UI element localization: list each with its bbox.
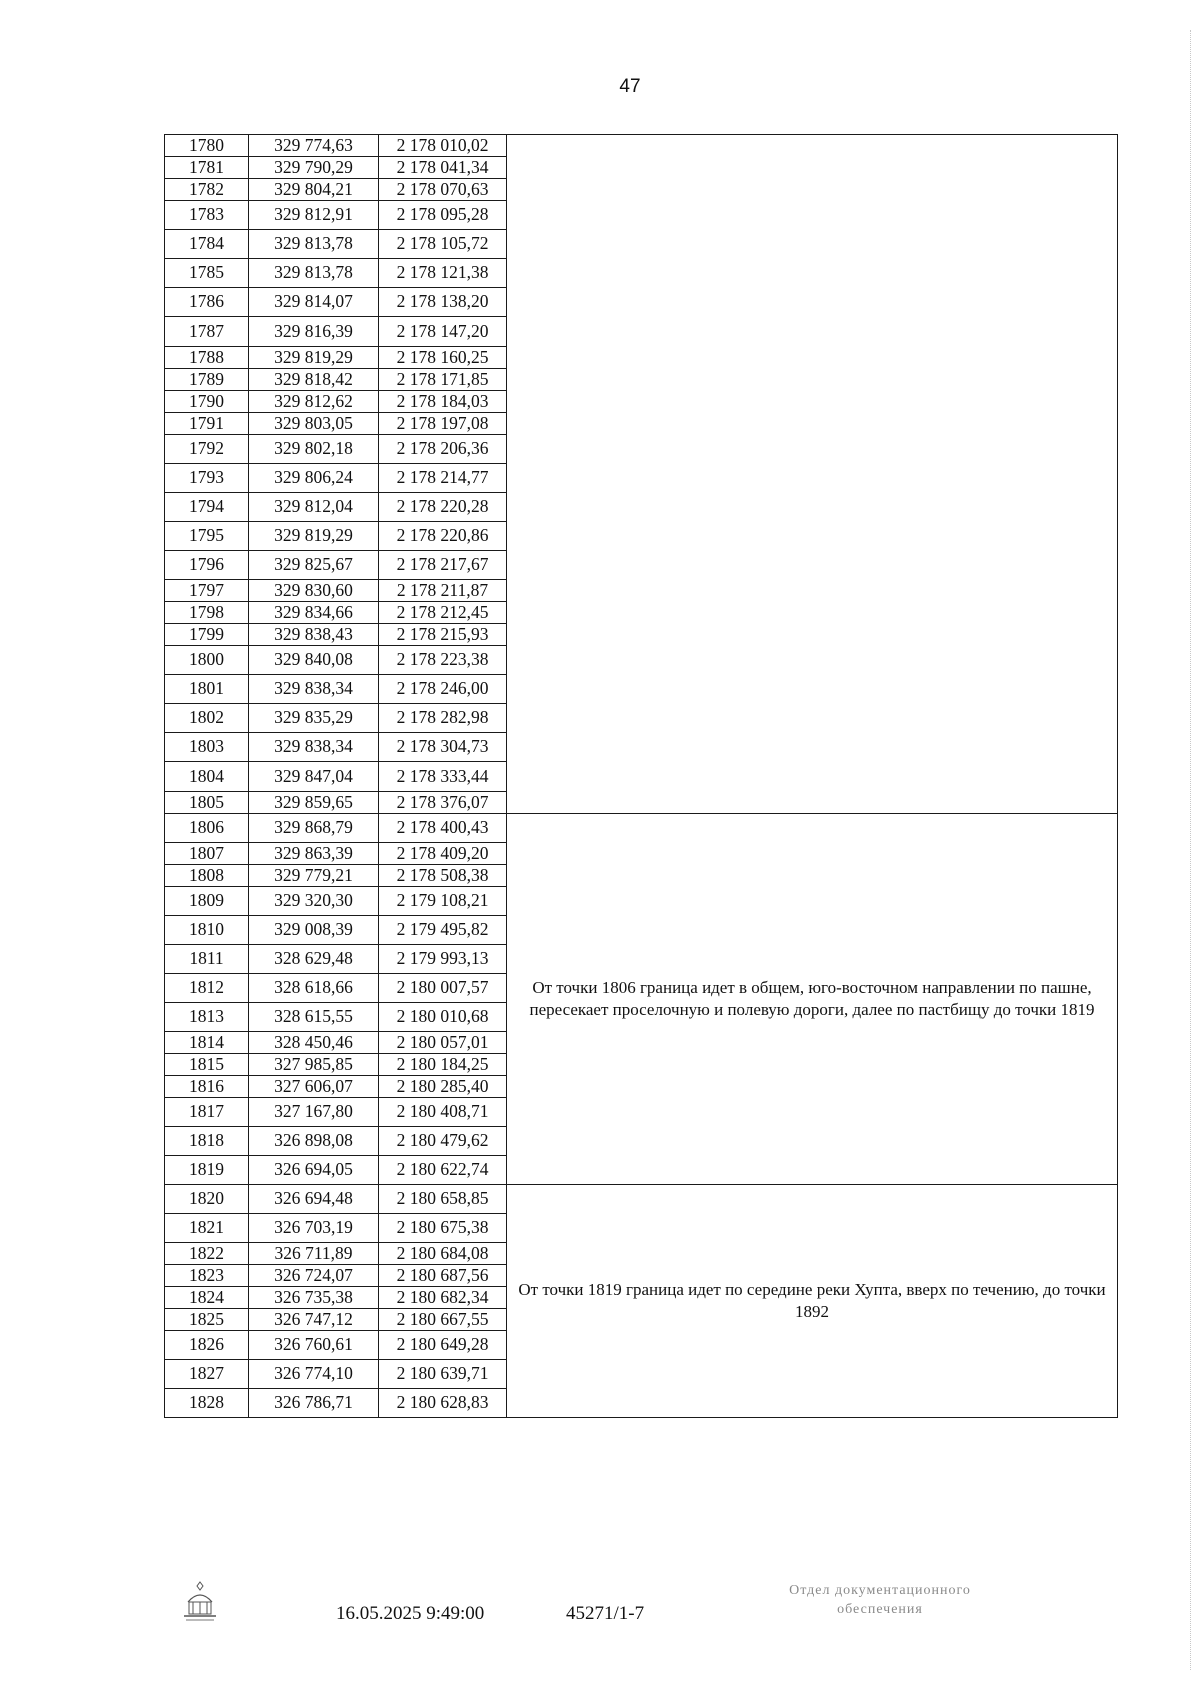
boundary-description-cell: От точки 1819 граница идет по середине реки Хупта, вверх по течению, до точки 1892 — [507, 1185, 1118, 1418]
y-coordinate-cell: 2 178 010,02 — [379, 135, 507, 157]
y-coordinate-cell: 2 178 184,03 — [379, 391, 507, 413]
point-number-cell: 1811 — [165, 945, 249, 974]
point-number-cell: 1804 — [165, 762, 249, 792]
x-coordinate-cell: 329 812,62 — [249, 391, 379, 413]
point-number-cell: 1828 — [165, 1389, 249, 1418]
y-coordinate-cell: 2 178 105,72 — [379, 230, 507, 259]
point-number-cell: 1817 — [165, 1098, 249, 1127]
x-coordinate-cell: 329 825,67 — [249, 551, 379, 580]
point-number-cell: 1826 — [165, 1331, 249, 1360]
x-coordinate-cell: 327 985,85 — [249, 1054, 379, 1076]
x-coordinate-cell: 329 320,30 — [249, 887, 379, 916]
x-coordinate-cell: 326 774,10 — [249, 1360, 379, 1389]
point-number-cell: 1812 — [165, 974, 249, 1003]
y-coordinate-cell: 2 178 508,38 — [379, 865, 507, 887]
point-number-cell: 1785 — [165, 259, 249, 288]
y-coordinate-cell: 2 178 220,86 — [379, 522, 507, 551]
x-coordinate-cell: 326 760,61 — [249, 1331, 379, 1360]
y-coordinate-cell: 2 178 282,98 — [379, 704, 507, 733]
point-number-cell: 1801 — [165, 675, 249, 704]
x-coordinate-cell: 329 863,39 — [249, 843, 379, 865]
x-coordinate-cell: 326 786,71 — [249, 1389, 379, 1418]
point-number-cell: 1799 — [165, 624, 249, 646]
x-coordinate-cell: 329 803,05 — [249, 413, 379, 435]
y-coordinate-cell: 2 178 121,38 — [379, 259, 507, 288]
point-number-cell: 1815 — [165, 1054, 249, 1076]
x-coordinate-cell: 329 838,34 — [249, 733, 379, 762]
x-coordinate-cell: 329 830,60 — [249, 580, 379, 602]
point-number-cell: 1819 — [165, 1156, 249, 1185]
y-coordinate-cell: 2 178 095,28 — [379, 201, 507, 230]
x-coordinate-cell: 329 774,63 — [249, 135, 379, 157]
y-coordinate-cell: 2 180 684,08 — [379, 1243, 507, 1265]
x-coordinate-cell: 327 606,07 — [249, 1076, 379, 1098]
x-coordinate-cell: 329 859,65 — [249, 792, 379, 814]
y-coordinate-cell: 2 178 070,63 — [379, 179, 507, 201]
point-number-cell: 1803 — [165, 733, 249, 762]
point-number-cell: 1788 — [165, 347, 249, 369]
x-coordinate-cell: 329 806,24 — [249, 464, 379, 493]
x-coordinate-cell: 329 819,29 — [249, 522, 379, 551]
y-coordinate-cell: 2 180 479,62 — [379, 1127, 507, 1156]
point-number-cell: 1783 — [165, 201, 249, 230]
point-number-cell: 1813 — [165, 1003, 249, 1032]
point-number-cell: 1807 — [165, 843, 249, 865]
stamp-line-1: Отдел документационного — [789, 1583, 971, 1598]
y-coordinate-cell: 2 178 147,20 — [379, 317, 507, 347]
footer-document-number: 45271/1-7 — [566, 1603, 645, 1624]
x-coordinate-cell: 329 802,18 — [249, 435, 379, 464]
point-number-cell: 1797 — [165, 580, 249, 602]
point-number-cell: 1789 — [165, 369, 249, 391]
y-coordinate-cell: 2 180 649,28 — [379, 1331, 507, 1360]
y-coordinate-cell: 2 180 010,68 — [379, 1003, 507, 1032]
x-coordinate-cell: 326 735,38 — [249, 1287, 379, 1309]
point-number-cell: 1822 — [165, 1243, 249, 1265]
point-number-cell: 1827 — [165, 1360, 249, 1389]
point-number-cell: 1809 — [165, 887, 249, 916]
point-number-cell: 1798 — [165, 602, 249, 624]
y-coordinate-cell: 2 178 214,77 — [379, 464, 507, 493]
y-coordinate-cell: 2 178 220,28 — [379, 493, 507, 522]
y-coordinate-cell: 2 178 212,45 — [379, 602, 507, 624]
y-coordinate-cell: 2 180 285,40 — [379, 1076, 507, 1098]
y-coordinate-cell: 2 178 217,67 — [379, 551, 507, 580]
x-coordinate-cell: 329 814,07 — [249, 288, 379, 317]
x-coordinate-cell: 329 819,29 — [249, 347, 379, 369]
point-number-cell: 1816 — [165, 1076, 249, 1098]
point-number-cell: 1814 — [165, 1032, 249, 1054]
y-coordinate-cell: 2 180 682,34 — [379, 1287, 507, 1309]
y-coordinate-cell: 2 178 215,93 — [379, 624, 507, 646]
x-coordinate-cell: 329 779,21 — [249, 865, 379, 887]
point-number-cell: 1823 — [165, 1265, 249, 1287]
x-coordinate-cell: 328 450,46 — [249, 1032, 379, 1054]
coordinates-table — [164, 134, 1118, 1418]
point-number-cell: 1808 — [165, 865, 249, 887]
table-row — [165, 814, 1118, 843]
point-number-cell: 1793 — [165, 464, 249, 493]
page-number: 47 — [619, 76, 641, 97]
x-coordinate-cell: 329 838,43 — [249, 624, 379, 646]
x-coordinate-cell: 329 008,39 — [249, 916, 379, 945]
y-coordinate-cell: 2 178 376,07 — [379, 792, 507, 814]
y-coordinate-cell: 2 180 628,83 — [379, 1389, 507, 1418]
y-coordinate-cell: 2 180 007,57 — [379, 974, 507, 1003]
point-number-cell: 1821 — [165, 1214, 249, 1243]
point-number-cell: 1780 — [165, 135, 249, 157]
table-row — [165, 1185, 1118, 1214]
x-coordinate-cell: 329 868,79 — [249, 814, 379, 843]
y-coordinate-cell: 2 178 041,34 — [379, 157, 507, 179]
point-number-cell: 1796 — [165, 551, 249, 580]
x-coordinate-cell: 328 629,48 — [249, 945, 379, 974]
y-coordinate-cell: 2 179 108,21 — [379, 887, 507, 916]
y-coordinate-cell: 2 180 667,55 — [379, 1309, 507, 1331]
point-number-cell: 1824 — [165, 1287, 249, 1309]
x-coordinate-cell: 329 813,78 — [249, 230, 379, 259]
table-row — [165, 135, 1118, 157]
y-coordinate-cell: 2 180 658,85 — [379, 1185, 507, 1214]
y-coordinate-cell: 2 178 223,38 — [379, 646, 507, 675]
y-coordinate-cell: 2 178 333,44 — [379, 762, 507, 792]
y-coordinate-cell: 2 180 675,38 — [379, 1214, 507, 1243]
point-number-cell: 1791 — [165, 413, 249, 435]
point-number-cell: 1806 — [165, 814, 249, 843]
point-number-cell: 1792 — [165, 435, 249, 464]
boundary-description-cell: От точки 1806 граница идет в общем, юго-восточном направлении по пашне, пересекает проселочную и полевую дороги, далее по пастбищу до точки 1819 — [507, 814, 1118, 1185]
y-coordinate-cell: 2 178 409,20 — [379, 843, 507, 865]
y-coordinate-cell: 2 180 639,71 — [379, 1360, 507, 1389]
x-coordinate-cell: 329 840,08 — [249, 646, 379, 675]
y-coordinate-cell: 2 180 687,56 — [379, 1265, 507, 1287]
x-coordinate-cell: 328 615,55 — [249, 1003, 379, 1032]
y-coordinate-cell: 2 178 171,85 — [379, 369, 507, 391]
point-number-cell: 1795 — [165, 522, 249, 551]
x-coordinate-cell: 326 898,08 — [249, 1127, 379, 1156]
point-number-cell: 1790 — [165, 391, 249, 413]
x-coordinate-cell: 329 818,42 — [249, 369, 379, 391]
point-number-cell: 1805 — [165, 792, 249, 814]
y-coordinate-cell: 2 178 400,43 — [379, 814, 507, 843]
y-coordinate-cell: 2 180 622,74 — [379, 1156, 507, 1185]
department-stamp — [735, 1582, 1025, 1620]
x-coordinate-cell: 329 847,04 — [249, 762, 379, 792]
x-coordinate-cell: 329 790,29 — [249, 157, 379, 179]
y-coordinate-cell: 2 180 184,25 — [379, 1054, 507, 1076]
x-coordinate-cell: 329 812,91 — [249, 201, 379, 230]
x-coordinate-cell: 329 812,04 — [249, 493, 379, 522]
point-number-cell: 1787 — [165, 317, 249, 347]
point-number-cell: 1786 — [165, 288, 249, 317]
x-coordinate-cell: 326 747,12 — [249, 1309, 379, 1331]
x-coordinate-cell: 329 834,66 — [249, 602, 379, 624]
x-coordinate-cell: 326 694,48 — [249, 1185, 379, 1214]
x-coordinate-cell: 329 816,39 — [249, 317, 379, 347]
point-number-cell: 1820 — [165, 1185, 249, 1214]
y-coordinate-cell: 2 178 304,73 — [379, 733, 507, 762]
x-coordinate-cell: 329 813,78 — [249, 259, 379, 288]
x-coordinate-cell: 326 711,89 — [249, 1243, 379, 1265]
boundary-description-cell — [507, 135, 1118, 814]
y-coordinate-cell: 2 178 138,20 — [379, 288, 507, 317]
stamp-line-2: обеспечения — [837, 1601, 923, 1617]
point-number-cell: 1794 — [165, 493, 249, 522]
y-coordinate-cell: 2 178 211,87 — [379, 580, 507, 602]
point-number-cell: 1784 — [165, 230, 249, 259]
x-coordinate-cell: 326 694,05 — [249, 1156, 379, 1185]
y-coordinate-cell: 2 178 246,00 — [379, 675, 507, 704]
x-coordinate-cell: 329 835,29 — [249, 704, 379, 733]
point-number-cell: 1810 — [165, 916, 249, 945]
x-coordinate-cell: 328 618,66 — [249, 974, 379, 1003]
y-coordinate-cell: 2 178 206,36 — [379, 435, 507, 464]
point-number-cell: 1781 — [165, 157, 249, 179]
x-coordinate-cell: 329 838,34 — [249, 675, 379, 704]
x-coordinate-cell: 326 703,19 — [249, 1214, 379, 1243]
scan-edge-line — [1190, 30, 1192, 1670]
x-coordinate-cell: 326 724,07 — [249, 1265, 379, 1287]
y-coordinate-cell: 2 179 993,13 — [379, 945, 507, 974]
x-coordinate-cell: 329 804,21 — [249, 179, 379, 201]
y-coordinate-cell: 2 178 160,25 — [379, 347, 507, 369]
emblem-logo — [180, 1578, 220, 1626]
y-coordinate-cell: 2 179 495,82 — [379, 916, 507, 945]
x-coordinate-cell: 327 167,80 — [249, 1098, 379, 1127]
y-coordinate-cell: 2 178 197,08 — [379, 413, 507, 435]
point-number-cell: 1800 — [165, 646, 249, 675]
point-number-cell: 1825 — [165, 1309, 249, 1331]
point-number-cell: 1802 — [165, 704, 249, 733]
y-coordinate-cell: 2 180 408,71 — [379, 1098, 507, 1127]
point-number-cell: 1782 — [165, 179, 249, 201]
y-coordinate-cell: 2 180 057,01 — [379, 1032, 507, 1054]
footer-date: 16.05.2025 9:49:00 — [336, 1603, 485, 1624]
point-number-cell: 1818 — [165, 1127, 249, 1156]
